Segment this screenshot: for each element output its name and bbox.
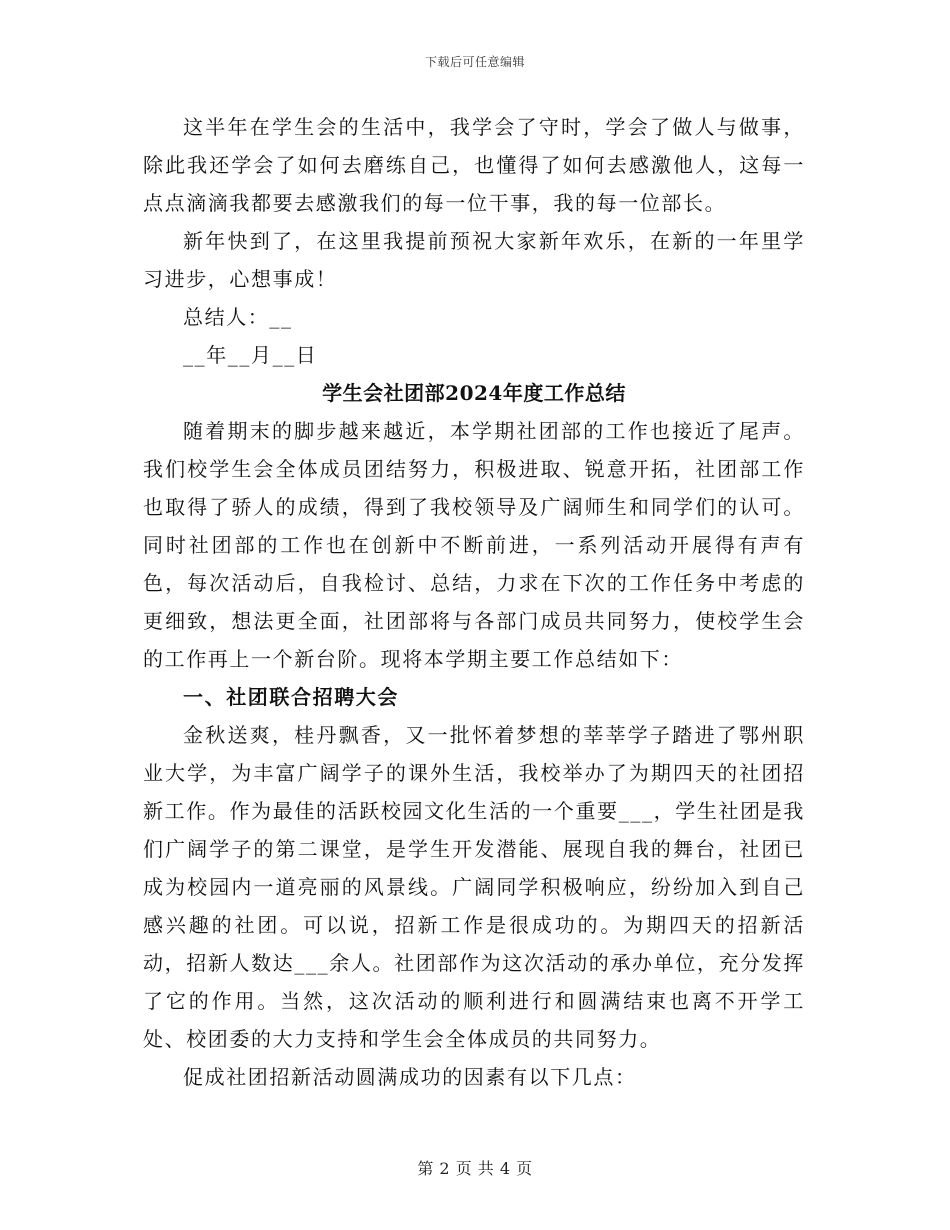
- page-header: 下载后可任意编辑: [424, 55, 525, 69]
- summarizer-line: 总结人：__: [183, 305, 293, 329]
- document-body: [143, 108, 805, 1096]
- paragraph-introduction: 随着期末的脚步越来越近，本学期社团部的工作也接近了尾声。我们校学生会全体成员团结努力，积极进取、锐意开拓，社团部工作也取得了骄人的成绩，得到了我校领导及广阔师生和同学们的认可。同时社团部的工作也在创新中不断前进，一系列活动开展得有声有色，每次活动后，自我检讨、总结，力求在下次的工作任务中考虑的更细致，想法更全面，社团部将与各部门成员共同努力，使校学生会的工作再上一个新台阶。现将本学期主要工作总结如下：: [143, 419, 805, 671]
- page-footer: 第 2 页 共 4 页: [417, 1159, 533, 1178]
- paragraph-new-year-wishes: 新年快到了，在这里我提前预祝大家新年欢乐，在新的一年里学习进步，心想事成！: [143, 229, 805, 291]
- date-line: __年__月__日: [183, 343, 318, 367]
- paragraph-success-factors: 促成社团招新活动圆满成功的因素有以下几点：: [183, 1065, 637, 1089]
- section-heading-1: 一、社团联合招聘大会: [183, 685, 399, 709]
- paragraph-reflection: 这半年在学生会的生活中，我学会了守时，学会了做人与做事，除此我还学会了如何去磨练自己，也懂得了如何去感激他人，这每一点点滴滴我都要去感激我们的每一位干事，我的每一位部长。: [143, 115, 805, 215]
- document-title: 学生会社团部2024年度工作总结: [322, 381, 626, 405]
- paragraph-recruitment: 金秋送爽，桂丹飘香，又一批怀着梦想的莘莘学子踏进了鄂州职业大学，为丰富广阔学子的课外生活，我校举办了为期四天的社团招新工作。作为最佳的活跃校园文化生活的一个重要___，学生社团是我们广阔学子的第二课堂，是学生开发潜能、展现自我的舞台，社团已成为校园内一道亮丽的风景线。广阔同学积极响应，纷纷加入到自己感兴趣的社团。可以说，招新工作是很成功的。为期四天的招新活动，招新人数达___余人。社团部作为这次活动的承办单位，充分发挥了它的作用。当然，这次活动的顺利进行和圆满结束也离不开学工处、校团委的大力支持和学生会全体成员的共同努力。: [143, 723, 805, 1051]
